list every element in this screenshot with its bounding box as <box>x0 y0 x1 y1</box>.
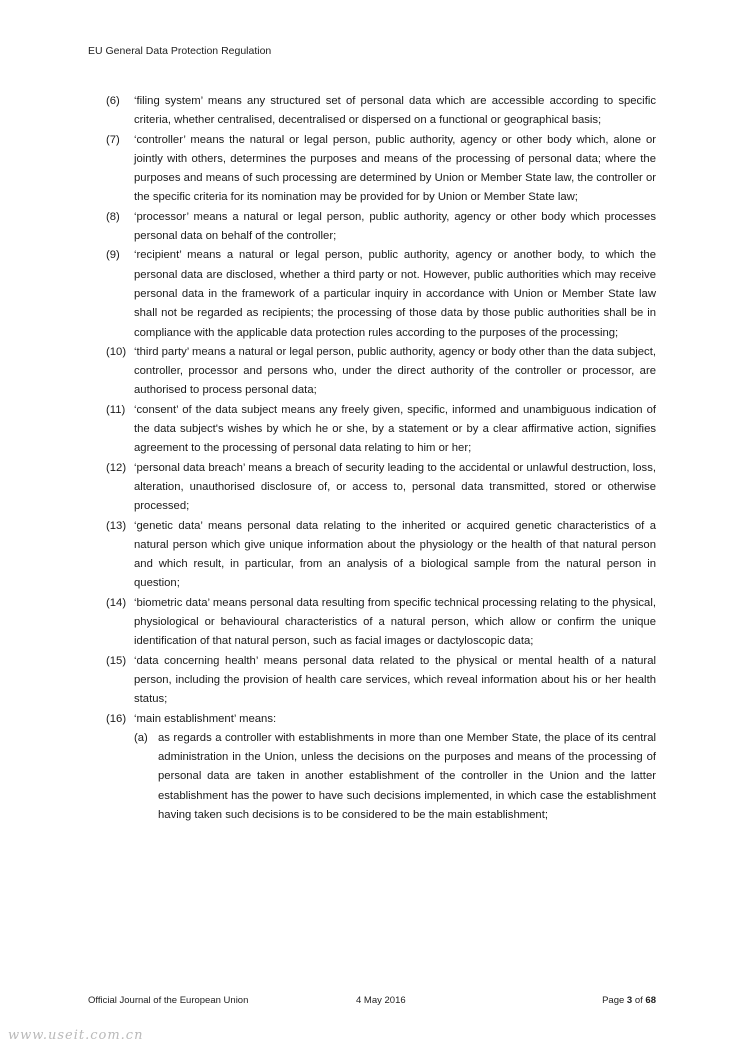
sub-item-letter: (a) <box>134 731 148 744</box>
list-item <box>106 92 656 131</box>
list-item <box>106 246 656 342</box>
page-header: EU General Data Protection Regulation <box>88 45 272 57</box>
definitions-list <box>106 92 656 825</box>
item-number: (12) <box>106 461 127 474</box>
item-number: (15) <box>106 654 127 667</box>
item-text: ‘personal data breach’ means a breach of security leading to the accidental or unlawful destruction, loss, alteration, unauthorised disclosure of, or access to, personal data transmitted, stored or otherwise processed; <box>134 461 656 513</box>
list-item <box>106 401 656 459</box>
footer-journal: Official Journal of the European Union <box>88 995 249 1006</box>
sub-list-item <box>134 729 656 825</box>
item-number: (10) <box>106 345 127 358</box>
item-number: (11) <box>106 403 126 416</box>
list-item <box>106 208 656 247</box>
item-text: ‘main establishment’ means: <box>134 712 277 725</box>
item-number: (7) <box>106 133 120 146</box>
list-item <box>106 131 656 208</box>
page-label: Page <box>602 995 625 1006</box>
item-number: (14) <box>106 596 127 609</box>
item-text: ‘consent’ of the data subject means any freely given, specific, informed and unambiguous indication of the data subject's wishes by which he or she, by a statement or by a clear affirmative action, signifies agreement to the processing of personal data relating to him or her; <box>134 403 656 455</box>
footer-date: 4 May 2016 <box>356 995 406 1006</box>
page-current: 3 <box>626 995 633 1006</box>
item-text: ‘third party’ means a natural or legal person, public authority, agency or body other than the data subject, controller, processor and persons who, under the direct authority of the controller or processor, are authorised to process personal data; <box>134 345 656 397</box>
item-text: ‘controller’ means the natural or legal person, public authority, agency or other body which, alone or jointly with others, determines the purposes and means of the processing of personal data; where the purposes and means of such processing are determined by Union or Member State law, the controller or the specific criteria for its nomination may be provided for by Union or Member State law; <box>134 133 656 204</box>
item-number: (16) <box>106 712 127 725</box>
sub-item-text: as regards a controller with establishments in more than one Member State, the place of its central administration in the Union, unless the decisions on the purposes and means of the processing of personal data are taken in another establishment of the controller in the Union and the latter establishment has the power to have such decisions implemented, in which case the establishment having taken such decisions is to be considered to be the main establishment; <box>158 731 656 821</box>
list-item <box>106 594 656 652</box>
item-text: ‘recipient’ means a natural or legal person, public authority, agency or another body, to which the personal data are disclosed, whether a third party or not. However, public authorities which may receive personal data in the framework of a particular inquiry in accordance with Union or Member State law shall not be regarded as recipients; the processing of those data by those public authorities shall be in compliance with the applicable data protection rules according to the purposes of the processing; <box>134 249 656 339</box>
page-footer <box>88 995 656 1009</box>
list-item <box>106 517 656 594</box>
item-text: ‘biometric data’ means personal data resulting from specific technical processing relating to the physical, physiological or behavioural characteristics of a natural person, which allow or confirm the unique identification of that natural person, such as facial images or dactyloscopic data; <box>134 596 656 648</box>
item-number: (9) <box>106 249 120 262</box>
item-text: ‘processor’ means a natural or legal person, public authority, agency or other body which processes personal data on behalf of the controller; <box>134 210 656 243</box>
item-text: ‘genetic data’ means personal data relating to the inherited or acquired genetic characteristics of a natural person which give unique information about the physiology or the health of that natural person and which result, in particular, from an analysis of a biological sample from the natural person in question; <box>134 519 656 590</box>
list-item <box>106 459 656 517</box>
item-text: ‘data concerning health’ means personal data related to the physical or mental health of a natural person, including the provision of health care services, which reveal information about his or her health status; <box>134 654 656 706</box>
page-of: of <box>634 995 643 1006</box>
page-number <box>602 995 656 1006</box>
list-item <box>106 710 656 729</box>
item-number: (6) <box>106 95 120 107</box>
item-text: ‘filing system’ means any structured set of personal data which are accessible according to specific criteria, whether centralised, decentralised or dispersed on a functional or geographical basis; <box>134 95 656 127</box>
list-item <box>106 343 656 401</box>
item-number: (8) <box>106 210 120 223</box>
list-item <box>106 652 656 710</box>
item-number: (13) <box>106 519 127 532</box>
watermark: www.useit.com.cn <box>8 1028 144 1043</box>
page-total: 68 <box>645 995 656 1006</box>
